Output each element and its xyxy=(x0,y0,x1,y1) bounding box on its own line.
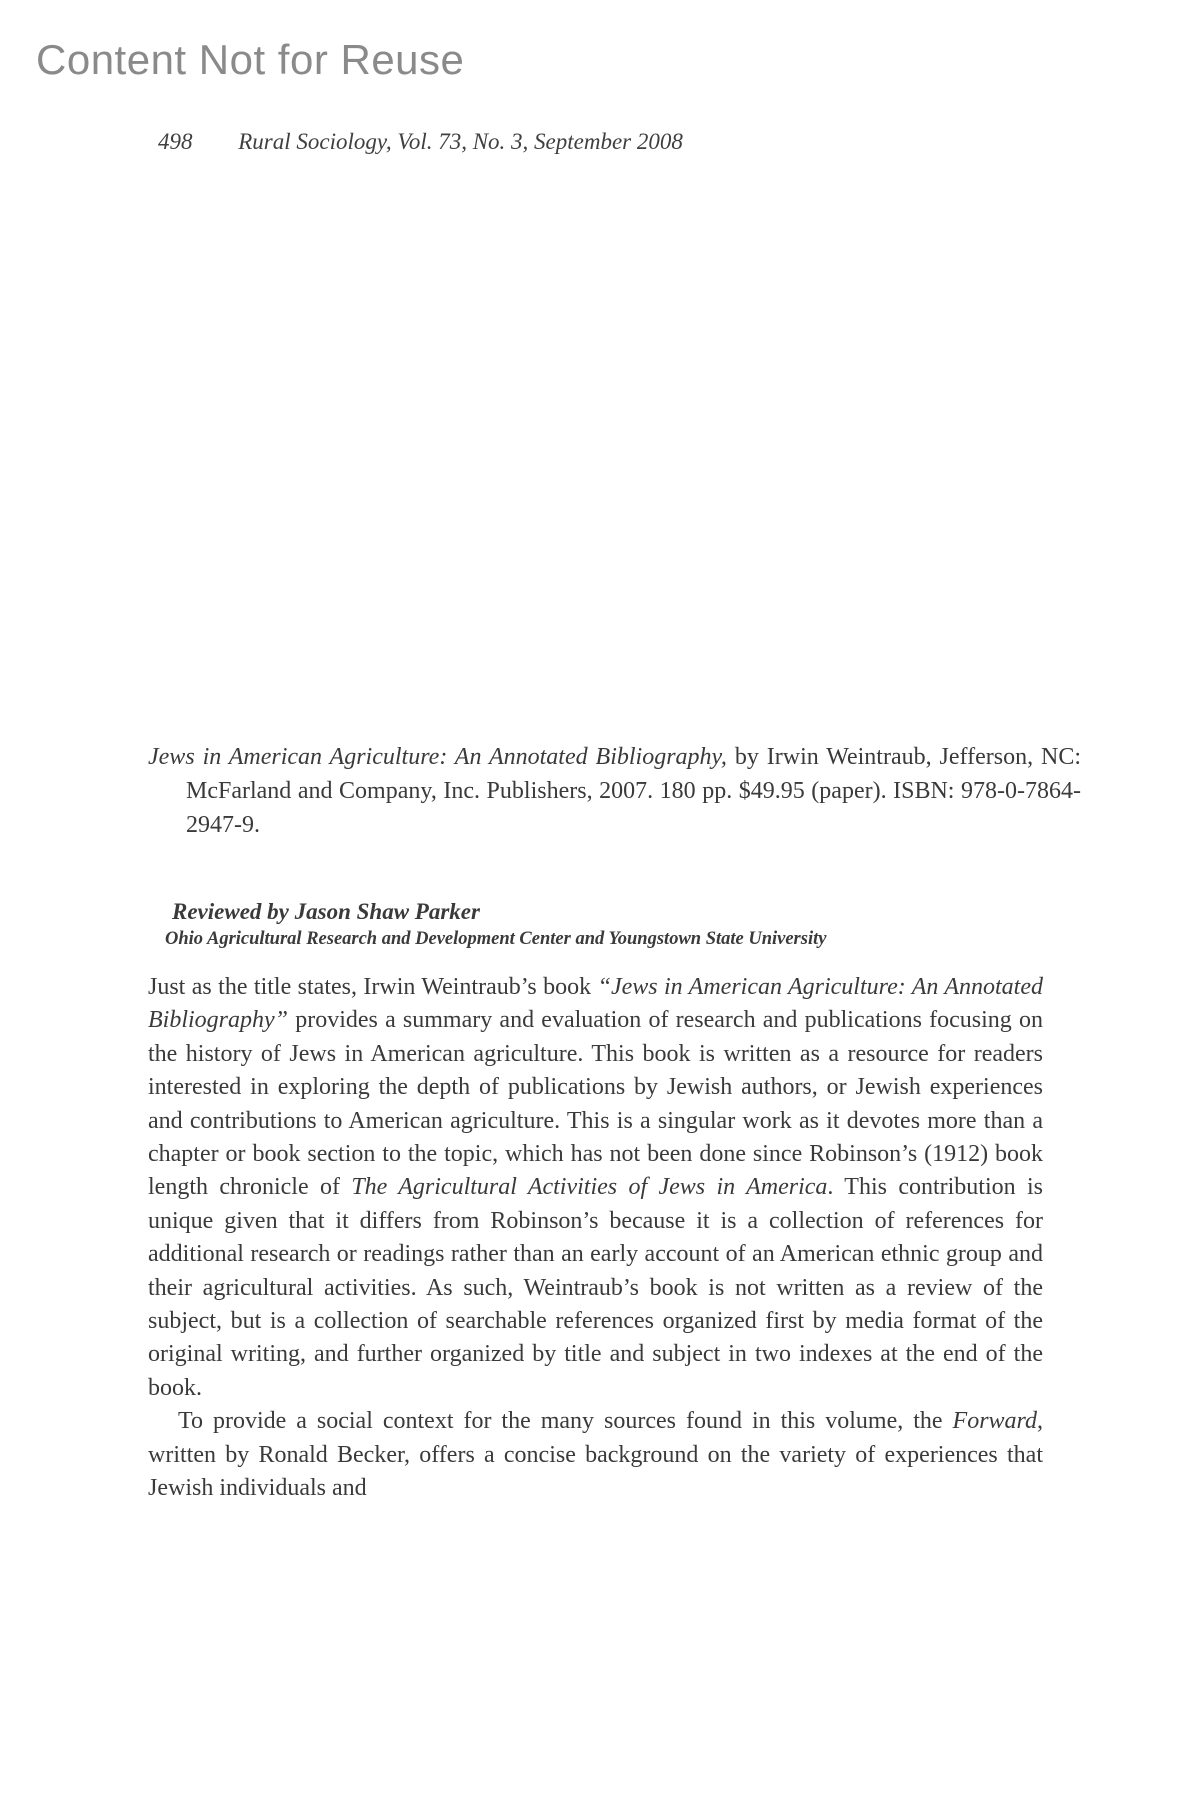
journal-volume-line: Rural Sociology, Vol. 73, No. 3, September 2008 xyxy=(238,129,683,154)
running-head xyxy=(158,129,683,155)
body-paragraph-1: Just as the title states, Irwin Weintraub’s book “Jews in American Agriculture: An Annotated Bibliography” provides a summary and evaluation of research and publications focusing on the history of Jews in American agriculture. This book is written as a resource for readers interested in exploring the depth of publications by Jewish authors, or Jewish experiences and contributions to American agriculture. This is a singular work as it devotes more than a chapter or book section to the topic, which has not been done since Robinson’s (1912) book length chronicle of The Agricultural Activities of Jews in America. This contribution is unique given that it differs from Robinson’s because it is a collection of references for additional research or readings rather than an early account of an American ethnic group and their agricultural activities. As such, Weintraub’s book is not written as a review of the subject, but is a collection of searchable references organized first by media format of the original writing, and further organized by title and subject in two indexes at the end of the book. xyxy=(148,974,1044,1401)
book-citation: Jews in American Agriculture: An Annotated Bibliography, by Irwin Weintraub, Jefferson, NC: McFarland and Company, Inc. Publishers, 2007. 180 pp. $49.95 (paper). ISBN: 978-0-7864-2947-9. xyxy=(148,744,1082,838)
reviewer-byline: Reviewed by Jason Shaw Parker xyxy=(172,899,480,924)
page-number: 498 xyxy=(158,129,193,154)
content-not-for-reuse-watermark: Content Not for Reuse xyxy=(36,36,465,83)
reviewer-affiliation: Ohio Agricultural Research and Development Center and Youngstown State University xyxy=(165,929,827,949)
review-body xyxy=(148,971,1043,1506)
body-paragraph-2: To provide a social context for the many sources found in this volume, the Forward, written by Ronald Becker, offers a concise background on the variety of experiences that Jewish individuals and xyxy=(148,1408,1043,1502)
